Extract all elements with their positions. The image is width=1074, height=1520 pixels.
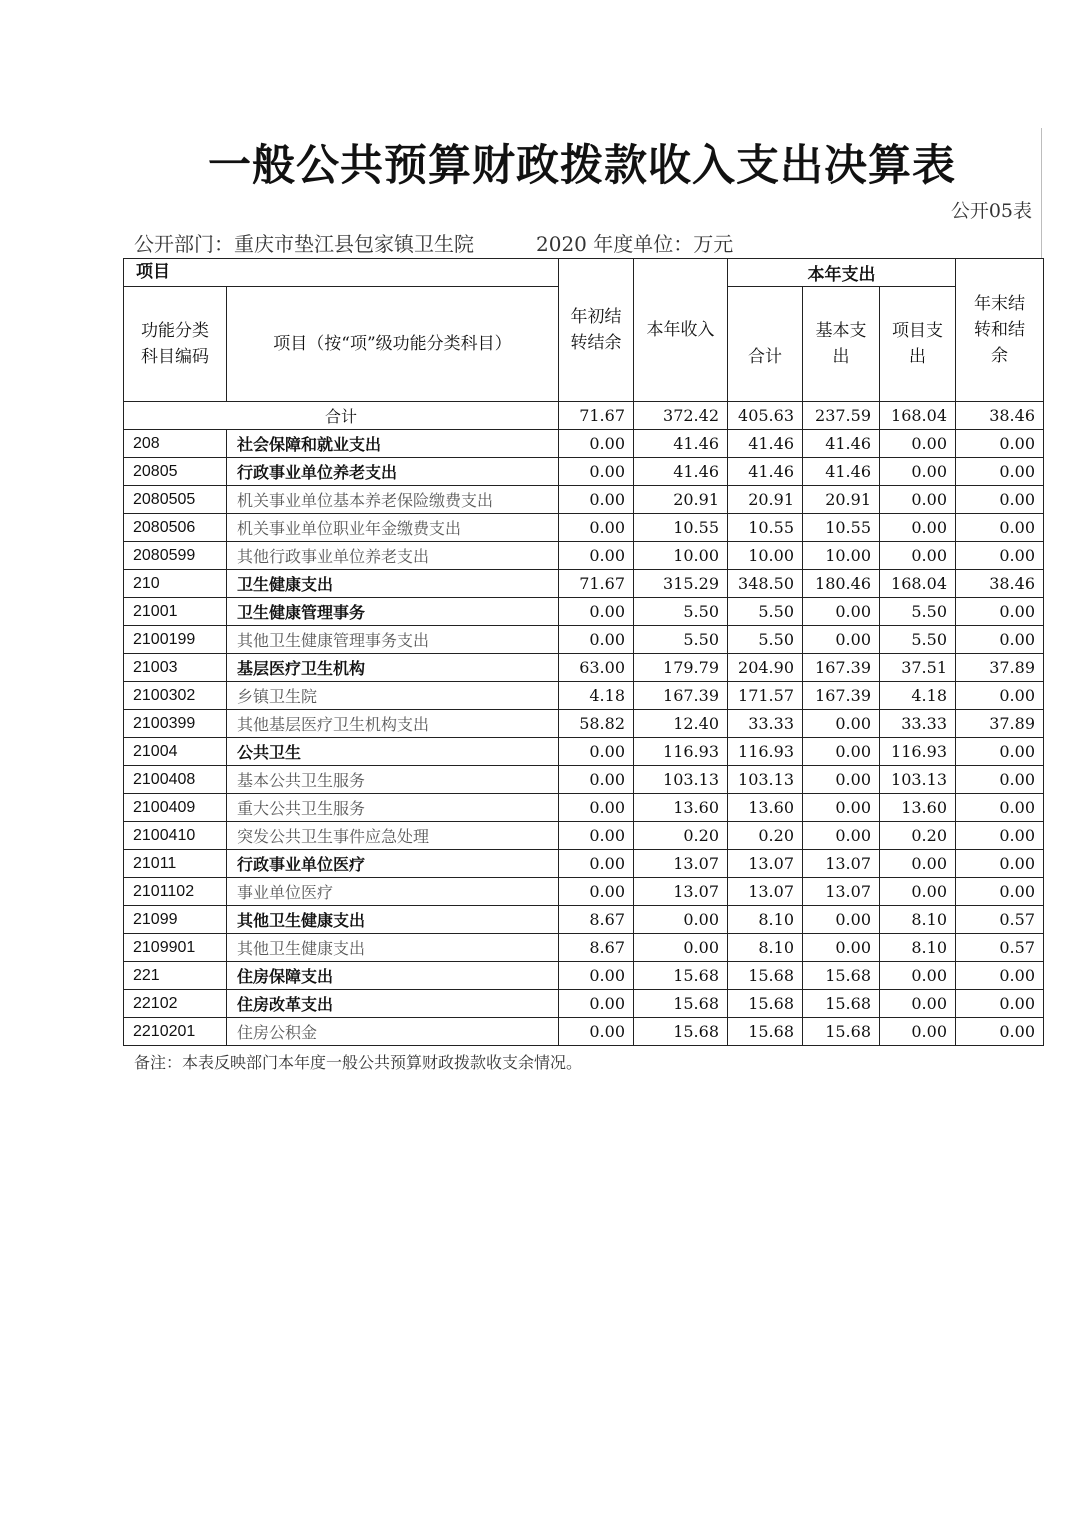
row-end: 0.00 <box>956 878 1044 906</box>
table-row <box>124 458 1044 486</box>
row-basic: 10.55 <box>803 514 880 542</box>
row-end: 0.00 <box>956 822 1044 850</box>
row-begin: 0.00 <box>559 430 634 458</box>
row-income: 0.00 <box>634 906 728 934</box>
row-total: 5.50 <box>728 626 803 654</box>
row-name: 机关事业单位职业年金缴费支出 <box>227 514 559 542</box>
row-end: 0.00 <box>956 514 1044 542</box>
row-basic: 0.00 <box>803 766 880 794</box>
row-total: 8.10 <box>728 934 803 962</box>
row-name: 卫生健康管理事务 <box>227 598 559 626</box>
row-project: 8.10 <box>880 906 956 934</box>
row-project: 8.10 <box>880 934 956 962</box>
row-begin: 0.00 <box>559 794 634 822</box>
row-end: 0.00 <box>956 766 1044 794</box>
row-begin: 0.00 <box>559 598 634 626</box>
total-begin: 71.67 <box>559 402 634 430</box>
row-income: 13.60 <box>634 794 728 822</box>
table-row <box>124 710 1044 738</box>
row-project: 33.33 <box>880 710 956 738</box>
row-total: 15.68 <box>728 1018 803 1046</box>
table-row <box>124 430 1044 458</box>
table-row <box>124 934 1044 962</box>
row-code: 2101102 <box>124 878 227 906</box>
row-basic: 10.00 <box>803 542 880 570</box>
total-row <box>124 402 1044 430</box>
year-unit-label: 2020 年度单位：万元 <box>536 232 734 256</box>
header-income: 本年收入 <box>634 259 728 402</box>
table-row <box>124 1018 1044 1046</box>
row-total: 5.50 <box>728 598 803 626</box>
row-total: 20.91 <box>728 486 803 514</box>
header-item-name: 项目（按“项”级功能分类科目） <box>227 287 559 402</box>
row-basic: 167.39 <box>803 682 880 710</box>
row-project: 5.50 <box>880 626 956 654</box>
row-basic: 15.68 <box>803 962 880 990</box>
row-end: 0.00 <box>956 458 1044 486</box>
row-begin: 0.00 <box>559 766 634 794</box>
row-income: 15.68 <box>634 1018 728 1046</box>
row-begin: 4.18 <box>559 682 634 710</box>
header-basic: 基本支出 <box>803 287 880 402</box>
row-begin: 0.00 <box>559 626 634 654</box>
row-income: 41.46 <box>634 458 728 486</box>
row-income: 13.07 <box>634 878 728 906</box>
row-income: 41.46 <box>634 430 728 458</box>
total-total: 405.63 <box>728 402 803 430</box>
row-code: 21011 <box>124 850 227 878</box>
row-basic: 0.00 <box>803 822 880 850</box>
total-basic: 237.59 <box>803 402 880 430</box>
total-label: 合计 <box>124 402 559 430</box>
row-name: 行政事业单位养老支出 <box>227 458 559 486</box>
row-end: 37.89 <box>956 710 1044 738</box>
row-income: 0.20 <box>634 822 728 850</box>
row-project: 103.13 <box>880 766 956 794</box>
row-name: 其他行政事业单位养老支出 <box>227 542 559 570</box>
row-begin: 0.00 <box>559 822 634 850</box>
row-name: 事业单位医疗 <box>227 878 559 906</box>
row-income: 13.07 <box>634 850 728 878</box>
row-begin: 71.67 <box>559 570 634 598</box>
table-row <box>124 878 1044 906</box>
row-income: 5.50 <box>634 598 728 626</box>
row-total: 171.57 <box>728 682 803 710</box>
row-code: 2080599 <box>124 542 227 570</box>
row-basic: 0.00 <box>803 626 880 654</box>
row-begin: 0.00 <box>559 878 634 906</box>
row-end: 0.57 <box>956 934 1044 962</box>
row-end: 38.46 <box>956 570 1044 598</box>
row-income: 10.00 <box>634 542 728 570</box>
table-row <box>124 654 1044 682</box>
row-total: 33.33 <box>728 710 803 738</box>
row-begin: 0.00 <box>559 542 634 570</box>
table-row <box>124 570 1044 598</box>
row-project: 168.04 <box>880 570 956 598</box>
table-note: 备注：本表反映部门本年度一般公共预算财政拨款收支余情况。 <box>134 1053 583 1072</box>
table-number: 公开05表 <box>950 200 1032 222</box>
header-bennian-zhichu: 本年支出 <box>728 259 956 287</box>
row-name: 基层医疗卫生机构 <box>227 654 559 682</box>
row-begin: 8.67 <box>559 906 634 934</box>
row-project: 116.93 <box>880 738 956 766</box>
row-code: 2210201 <box>124 1018 227 1046</box>
row-code: 2109901 <box>124 934 227 962</box>
table-row <box>124 766 1044 794</box>
row-project: 0.00 <box>880 1018 956 1046</box>
row-income: 20.91 <box>634 486 728 514</box>
table-row <box>124 598 1044 626</box>
row-name: 其他卫生健康支出 <box>227 934 559 962</box>
table-row <box>124 850 1044 878</box>
row-income: 5.50 <box>634 626 728 654</box>
row-total: 204.90 <box>728 654 803 682</box>
row-end: 0.00 <box>956 738 1044 766</box>
row-name: 重大公共卫生服务 <box>227 794 559 822</box>
header-row-1 <box>124 259 1044 287</box>
row-total: 10.00 <box>728 542 803 570</box>
row-begin: 0.00 <box>559 1018 634 1046</box>
row-income: 103.13 <box>634 766 728 794</box>
department-label: 公开部门：重庆市垫江县包家镇卫生院 <box>134 232 474 256</box>
table-row <box>124 626 1044 654</box>
row-basic: 15.68 <box>803 990 880 1018</box>
row-code: 20805 <box>124 458 227 486</box>
row-total: 10.55 <box>728 514 803 542</box>
row-project: 0.00 <box>880 542 956 570</box>
row-code: 21004 <box>124 738 227 766</box>
row-project: 0.00 <box>880 850 956 878</box>
row-name: 其他卫生健康管理事务支出 <box>227 626 559 654</box>
row-total: 8.10 <box>728 906 803 934</box>
budget-table <box>123 258 1044 1046</box>
row-name: 乡镇卫生院 <box>227 682 559 710</box>
row-end: 0.00 <box>956 850 1044 878</box>
row-end: 0.00 <box>956 430 1044 458</box>
row-end: 0.00 <box>956 598 1044 626</box>
row-name: 其他基层医疗卫生机构支出 <box>227 710 559 738</box>
row-basic: 41.46 <box>803 430 880 458</box>
table-row <box>124 906 1044 934</box>
row-code: 2100399 <box>124 710 227 738</box>
total-end: 38.46 <box>956 402 1044 430</box>
row-total: 116.93 <box>728 738 803 766</box>
row-end: 37.89 <box>956 654 1044 682</box>
row-code: 21099 <box>124 906 227 934</box>
row-total: 13.60 <box>728 794 803 822</box>
row-total: 0.20 <box>728 822 803 850</box>
header-begin-balance: 年初结转结余 <box>559 259 634 402</box>
row-income: 15.68 <box>634 990 728 1018</box>
table-row <box>124 486 1044 514</box>
row-basic: 0.00 <box>803 794 880 822</box>
row-code: 2100302 <box>124 682 227 710</box>
row-total: 103.13 <box>728 766 803 794</box>
row-end: 0.00 <box>956 1018 1044 1046</box>
row-basic: 0.00 <box>803 738 880 766</box>
row-total: 13.07 <box>728 850 803 878</box>
row-code: 21003 <box>124 654 227 682</box>
row-project: 0.00 <box>880 458 956 486</box>
row-basic: 167.39 <box>803 654 880 682</box>
row-name: 住房保障支出 <box>227 962 559 990</box>
row-income: 167.39 <box>634 682 728 710</box>
table-row <box>124 822 1044 850</box>
row-begin: 0.00 <box>559 514 634 542</box>
row-code: 210 <box>124 570 227 598</box>
row-name: 卫生健康支出 <box>227 570 559 598</box>
row-begin: 63.00 <box>559 654 634 682</box>
row-project: 0.00 <box>880 430 956 458</box>
row-basic: 13.07 <box>803 878 880 906</box>
row-basic: 0.00 <box>803 598 880 626</box>
department-line <box>134 228 733 257</box>
total-project: 168.04 <box>880 402 956 430</box>
row-name: 基本公共卫生服务 <box>227 766 559 794</box>
table-row <box>124 738 1044 766</box>
row-begin: 0.00 <box>559 990 634 1018</box>
row-end: 0.00 <box>956 990 1044 1018</box>
row-name: 公共卫生 <box>227 738 559 766</box>
row-project: 0.00 <box>880 486 956 514</box>
row-begin: 0.00 <box>559 962 634 990</box>
row-end: 0.00 <box>956 794 1044 822</box>
row-name: 住房改革支出 <box>227 990 559 1018</box>
row-income: 315.29 <box>634 570 728 598</box>
row-basic: 180.46 <box>803 570 880 598</box>
row-name: 突发公共卫生事件应急处理 <box>227 822 559 850</box>
row-project: 0.00 <box>880 962 956 990</box>
row-name: 其他卫生健康支出 <box>227 906 559 934</box>
header-xiangmu: 项目 <box>124 259 559 287</box>
row-project: 0.00 <box>880 514 956 542</box>
row-begin: 0.00 <box>559 458 634 486</box>
row-end: 0.00 <box>956 962 1044 990</box>
row-name: 机关事业单位基本养老保险缴费支出 <box>227 486 559 514</box>
header-func-code: 功能分类科目编码 <box>124 287 227 402</box>
row-project: 5.50 <box>880 598 956 626</box>
row-end: 0.00 <box>956 542 1044 570</box>
row-code: 2100409 <box>124 794 227 822</box>
header-total: 合计 <box>728 287 803 402</box>
row-code: 2080505 <box>124 486 227 514</box>
row-code: 208 <box>124 430 227 458</box>
row-total: 41.46 <box>728 430 803 458</box>
row-basic: 20.91 <box>803 486 880 514</box>
row-code: 2100408 <box>124 766 227 794</box>
row-income: 0.00 <box>634 934 728 962</box>
row-basic: 0.00 <box>803 710 880 738</box>
row-project: 37.51 <box>880 654 956 682</box>
row-basic: 41.46 <box>803 458 880 486</box>
table-row <box>124 682 1044 710</box>
row-project: 0.00 <box>880 990 956 1018</box>
row-total: 41.46 <box>728 458 803 486</box>
table-row <box>124 990 1044 1018</box>
row-total: 15.68 <box>728 990 803 1018</box>
row-name: 行政事业单位医疗 <box>227 850 559 878</box>
header-end-balance: 年末结转和结余 <box>956 259 1044 402</box>
table-row <box>124 542 1044 570</box>
row-project: 0.00 <box>880 878 956 906</box>
row-basic: 13.07 <box>803 850 880 878</box>
row-total: 15.68 <box>728 962 803 990</box>
header-project: 项目支出 <box>880 287 956 402</box>
row-basic: 0.00 <box>803 934 880 962</box>
row-end: 0.00 <box>956 682 1044 710</box>
row-begin: 0.00 <box>559 738 634 766</box>
row-income: 10.55 <box>634 514 728 542</box>
row-project: 0.20 <box>880 822 956 850</box>
row-end: 0.00 <box>956 626 1044 654</box>
row-code: 21001 <box>124 598 227 626</box>
table-row <box>124 794 1044 822</box>
row-code: 221 <box>124 962 227 990</box>
row-income: 12.40 <box>634 710 728 738</box>
row-income: 15.68 <box>634 962 728 990</box>
row-total: 13.07 <box>728 878 803 906</box>
table-row <box>124 962 1044 990</box>
document-title: 一般公共预算财政拨款收入支出决算表 <box>208 141 956 191</box>
total-income: 372.42 <box>634 402 728 430</box>
row-begin: 58.82 <box>559 710 634 738</box>
row-end: 0.00 <box>956 486 1044 514</box>
table-row <box>124 514 1044 542</box>
row-code: 22102 <box>124 990 227 1018</box>
table-body <box>124 259 1044 1046</box>
row-name: 社会保障和就业支出 <box>227 430 559 458</box>
row-income: 116.93 <box>634 738 728 766</box>
row-income: 179.79 <box>634 654 728 682</box>
row-basic: 0.00 <box>803 906 880 934</box>
row-total: 348.50 <box>728 570 803 598</box>
row-end: 0.57 <box>956 906 1044 934</box>
row-begin: 8.67 <box>559 934 634 962</box>
row-project: 4.18 <box>880 682 956 710</box>
row-project: 13.60 <box>880 794 956 822</box>
row-basic: 15.68 <box>803 1018 880 1046</box>
row-begin: 0.00 <box>559 850 634 878</box>
row-begin: 0.00 <box>559 486 634 514</box>
row-name: 住房公积金 <box>227 1018 559 1046</box>
row-code: 2100410 <box>124 822 227 850</box>
row-code: 2080506 <box>124 514 227 542</box>
row-code: 2100199 <box>124 626 227 654</box>
